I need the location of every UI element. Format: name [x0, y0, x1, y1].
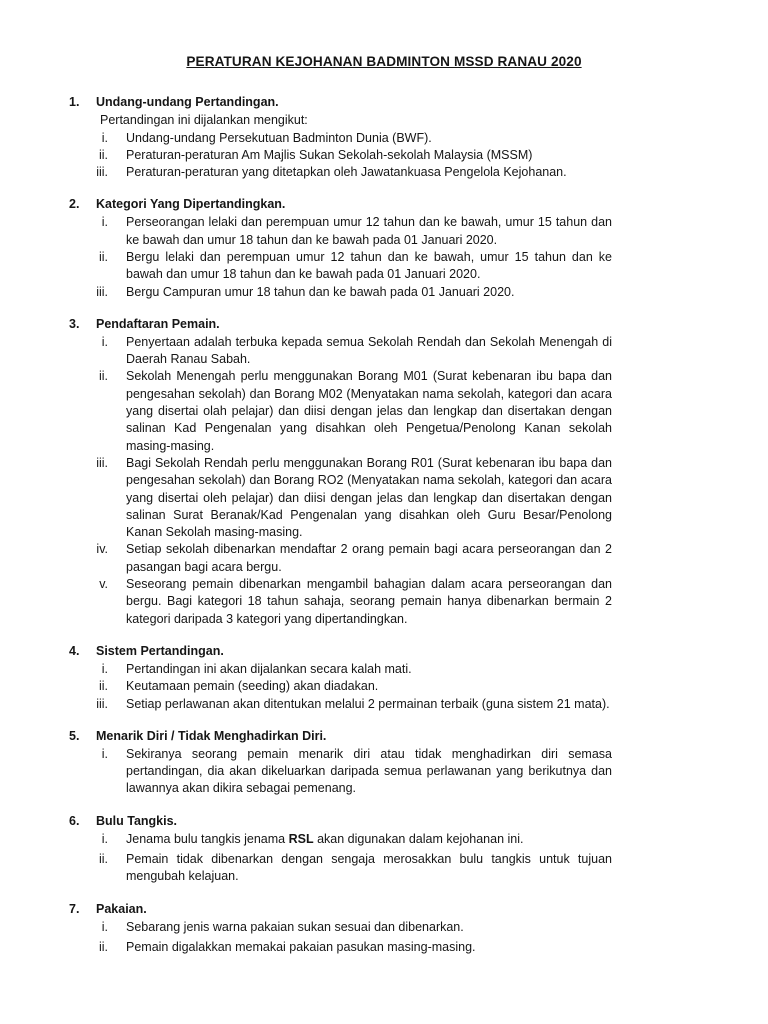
list-item: [0, 214, 768, 249]
list-item: [0, 164, 768, 181]
section-number: 1.: [69, 95, 80, 109]
section-title: Menarik Diri / Tidak Menghadirkan Diri.: [96, 728, 327, 743]
section-title: Sistem Pertandingan.: [96, 643, 224, 658]
item-text: Pemain tidak dibenarkan dengan sengaja merosakkan bulu tangkis untuk tujuan mengubah kelajuan.: [126, 852, 612, 884]
item-number: ii.: [98, 852, 108, 866]
item-number: iii.: [96, 696, 108, 711]
list-item: [0, 455, 768, 541]
item-text: Sebarang jenis warna pakaian sukan sesuai dan dibenarkan.: [126, 919, 464, 934]
item-text-part: akan digunakan dalam kejohanan ini.: [313, 831, 524, 846]
list-item: [0, 919, 768, 936]
section-title: Pendaftaran Pemain.: [96, 316, 220, 331]
section-heading: [0, 727, 768, 746]
list-item: [0, 851, 768, 886]
section-heading: [0, 900, 768, 919]
item-text: Bagi Sekolah Rendah perlu menggunakan Borang R01 (Surat kebenaran ibu bapa dan pengesahan sekolah) dan Borang RO2 (Menyatakan nama sekolah, kategori dan acara yang disertai oleh pelajar) dan diisi dengan jelas dan lengkap dan disertakan dengan salinan Surat Beranak/Kad Pengenalan yang disahkan oleh Guru Besar/Penolong Kanan Sekolah masing-masing.: [126, 455, 612, 540]
item-number: i.: [101, 661, 108, 676]
item-text-part: Jenama bulu tangkis jenama: [126, 831, 289, 846]
list-item: [0, 576, 768, 628]
section-number: 4.: [69, 643, 80, 658]
item-text: Pertandingan ini akan dijalankan secara kalah mati.: [126, 661, 412, 676]
list-item: [0, 284, 768, 301]
section-title: Undang-undang Pertandingan.: [96, 95, 279, 109]
item-number: i.: [101, 334, 108, 349]
item-text: Seseorang pemain dibenarkan mengambil bahagian dalam acara perseorangan dan bergu. Bagi kategori 18 tahun sahaja, seorang pemain hanya dibenarkan bermain 2 kategori daripada 3 kategori yang dipertandingkan.: [126, 577, 612, 626]
list-item: [0, 130, 768, 147]
section-title: Bulu Tangkis.: [96, 813, 178, 828]
item-text: Peraturan-peraturan Am Majlis Sukan Sekolah-sekolah Malaysia (MSSM): [126, 147, 533, 162]
brand-name: RSL: [288, 831, 314, 846]
section-number: 7.: [69, 901, 80, 916]
item-number: ii.: [98, 249, 108, 264]
section-title: Pakaian.: [96, 901, 147, 916]
list-item: [0, 939, 768, 956]
section-number: 5.: [69, 728, 80, 743]
document-title: PERATURAN KEJOHANAN BADMINTON MSSD RANAU 2020: [186, 54, 582, 69]
list-item: [0, 334, 768, 369]
item-text: Bergu lelaki dan perempuan umur 12 tahun dan ke bawah, umur 15 tahun dan ke bawah dan umur 18 tahun dan ke bawah pada 01 Januari 2020.: [126, 249, 612, 282]
item-text: Bergu Campuran umur 18 tahun dan ke bawah pada 01 Januari 2020.: [126, 284, 515, 299]
item-text: Pemain digalakkan memakai pakaian pasukan masing-masing.: [126, 939, 476, 954]
item-number: v.: [99, 577, 108, 592]
section-pendaftaran: [0, 315, 768, 628]
section-kategori: [0, 195, 768, 300]
item-number: i.: [101, 831, 108, 846]
item-text: Sekolah Menengah perlu menggunakan Borang M01 (Surat kebenaran ibu bapa dan pengesahan sekolah) dan Borang M02 (Menyatakan nama sekolah, kategori dan acara yang disertai olah pelajar) dan diisi dengan jelas dan lengkap dan disertakan dengan salinan Kad Pengenalan yang disahkan oleh Pengetua/Penolong Kanan sekolah masing-masing.: [126, 369, 612, 453]
item-number: i.: [101, 919, 108, 934]
item-text: [126, 831, 612, 848]
item-number: iii.: [96, 165, 108, 180]
section-undang-undang: [0, 93, 768, 181]
item-text: Undang-undang Persekutuan Badminton Dunia (BWF).: [126, 130, 432, 145]
section-bulu-tangkis: [0, 812, 768, 886]
section-sistem: [0, 642, 768, 713]
section-title: Kategori Yang Dipertandingkan.: [96, 197, 286, 212]
item-number: i.: [101, 215, 108, 230]
section-heading: [0, 315, 768, 334]
section-number: 3.: [69, 316, 80, 331]
item-number: iv.: [96, 542, 108, 557]
item-number: iii.: [96, 284, 108, 299]
list-item: [0, 541, 768, 576]
item-number: ii.: [98, 147, 108, 162]
section-pakaian: [0, 900, 768, 957]
item-text: Penyertaan adalah terbuka kepada semua Sekolah Rendah dan Sekolah Menengah di Daerah Ranau Sabah.: [126, 334, 612, 367]
item-text: Perseorangan lelaki dan perempuan umur 12 tahun dan ke bawah, umur 15 tahun dan ke bawah dan umur 18 tahun dan ke bawah pada 01 Januari 2020.: [126, 215, 612, 247]
item-number: ii.: [98, 939, 108, 954]
list-item: [0, 678, 768, 695]
list-item: [0, 696, 768, 713]
item-text: Setiap sekolah dibenarkan mendaftar 2 orang pemain bagi acara perseorangan dan 2 pasangan bagi acara bergu.: [126, 542, 612, 574]
item-number: iii.: [96, 455, 108, 470]
section-menarik-diri: [0, 727, 768, 798]
section-number: 2.: [69, 197, 80, 212]
item-number: ii.: [98, 679, 108, 694]
section-number: 6.: [69, 813, 80, 828]
list-item: [0, 249, 768, 284]
list-item: [0, 661, 768, 678]
section-heading: [0, 642, 768, 661]
list-item: [0, 831, 768, 848]
item-number: i.: [101, 746, 108, 761]
list-item: [0, 746, 768, 798]
section-intro: Pertandingan ini dijalankan mengikut:: [100, 113, 308, 127]
section-heading: [0, 812, 768, 831]
item-text: Sekiranya seorang pemain menarik diri atau tidak menghadirkan diri semasa pertandingan, dia akan dikeluarkan daripada semua perlawanan yang berikutnya dan lawannya akan dikira sebagai pemenang.: [126, 746, 612, 796]
section-heading: [0, 195, 768, 214]
item-number: ii.: [98, 369, 108, 384]
list-item: [0, 147, 768, 164]
item-text: Peraturan-peraturan yang ditetapkan oleh Jawatankuasa Pengelola Kejohanan.: [126, 165, 567, 180]
list-item: [0, 368, 768, 454]
section-heading: [0, 93, 768, 112]
item-text: Keutamaan pemain (seeding) akan diadakan.: [126, 679, 379, 694]
item-number: i.: [101, 130, 108, 145]
item-text: Setiap perlawanan akan ditentukan melalui 2 permainan terbaik (guna sistem 21 mata).: [126, 696, 610, 711]
